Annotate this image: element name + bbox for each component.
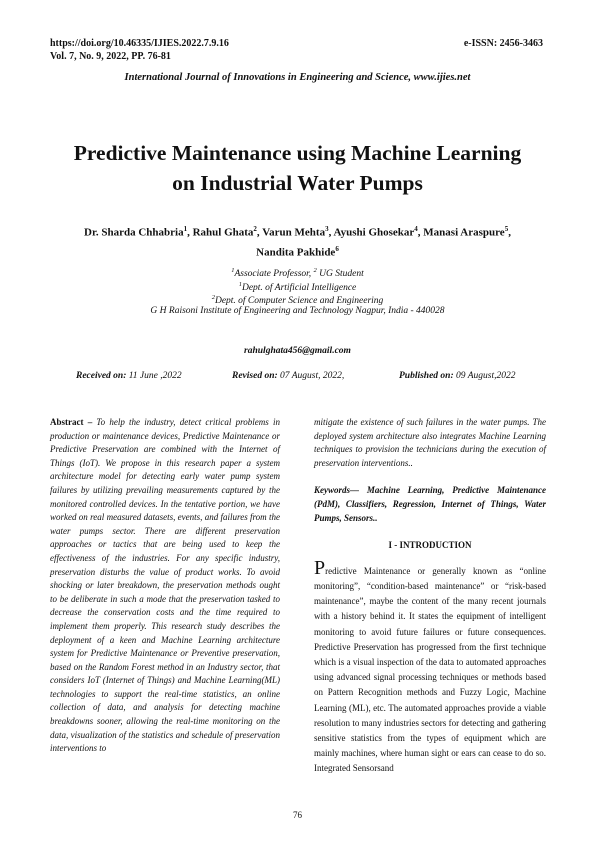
abstract-continued: mitigate the existence of such failures in the water pumps. The deployed system architecture also integrates Machine Learning techniques to provision the technicians during the execution of preservation interventions.. <box>314 417 546 468</box>
author-sup: 4 <box>414 225 418 233</box>
author-sup: 1 <box>183 225 188 233</box>
author: Dr. Sharda Chhabria <box>84 226 184 239</box>
aff-text: Dept. of Artificial Intelligence <box>241 283 357 294</box>
volume-info: Vol. 7, No. 9, 2022, PP. 76-81 <box>50 51 171 62</box>
author: Ayushi Ghosekar <box>333 226 415 239</box>
keywords-text: Machine Learning, Predictive Maintenance (PdM), Classifiers, Regression, Internet of Things, Water Pumps, Sensors.. <box>314 485 546 523</box>
title-line-2: on Industrial Water Pumps <box>172 171 423 195</box>
doi-link[interactable]: https://doi.org/10.46335/IJIES.2022.7.9.16 <box>50 38 229 49</box>
author-sup: 5 <box>504 225 509 233</box>
aff-sup: 1 <box>231 267 235 274</box>
published-label: Published on: <box>399 371 454 381</box>
author-list: Dr. Sharda Chhabria$^1$, Rahul Ghata$^2$, Varun Mehta$^3$, Ayushi Ghosekar$^4$, Manasi Araspure$^5$, Nandita Pakhide$^6$ <box>84 225 511 259</box>
aff-sup: 2 <box>211 294 215 301</box>
journal-name: International Journal of Innovations in Engineering and Science, www.ijies.net <box>124 72 471 83</box>
received-date <box>76 371 182 381</box>
introduction-text: redictive Maintenance or generally known as “online monitoring”, “condition-based maintenance” or “risk-based maintenance”, maybe the content of the many recent journals with a history behind it. It states the equipment of intelligent monitoring to avoid future failures or future consequences. Predictive Preservation has progressed from the first technique which is a visual inspection of the data to automated approaches using advanced signal processing techniques or methods based on Pattern Recognition methods and Fuzzy Logic, Machine Learning (ML), etc. The automated approaches provide a viable resolution to many industries sectors for detecting and gathering sensitive statistics from the types of equipment which are mainly machines, where human sight or ears can cease to do so. Integrated Sensorsand <box>314 565 546 774</box>
issn: e-ISSN: 2456-3463 <box>463 38 543 49</box>
paper-title <box>40 138 555 198</box>
keywords-label: Keywords— <box>314 485 359 496</box>
author: Rahul Ghata <box>192 226 254 239</box>
title-line-1: Predictive Maintenance using Machine Learning <box>73 141 522 165</box>
author-sup: 6 <box>335 244 339 253</box>
keywords <box>314 484 546 525</box>
affiliation-institute: G H Raisoni Institute of Engineering and Technology Nagpur, India - 440028 <box>150 306 445 316</box>
left-column <box>50 416 280 756</box>
right-column <box>314 416 546 777</box>
aff-sup: 1 <box>238 281 242 288</box>
introduction-paragraph <box>314 556 546 777</box>
aff-text: Associate Professor, <box>234 269 314 280</box>
revised-label: Revised on: <box>232 371 278 381</box>
aff-sup: 2 <box>313 267 317 274</box>
revised-value: 07 August, 2022, <box>277 371 345 381</box>
abstract-text: To help the industry, detect critical problems in production or maintenance devices, Predictive Maintenance or Predictive Preservation are combined with the Internet of Things (IoT). We propose in this research paper a system architecture model for detecting early water pump system failures by utilizing prevailing measurements captured by the monitored controlled devices. In the tentative portion, we have worked on real measured datasets, events, and failures from the water pumps sector. There are different preservation approaches or tactics that are being used to keep the effectiveness of the industries. For any specific industry, preservation disturbs the value of product works. To avoid shocking or later breakdown, the preservation methods ought to be deliberate in such a mode that the preservation tasked to decrease the conservation costs and the time required to implement them properly. This research study describes the deployment of a keen and Machine Learning architecture system for Predictive Maintenance or Preventive preservation, based on the Random Forest method in an Industry sector, that considers IoT (Internet of Things) and Machine Learning(ML) technologies to support the real-time statistics, an online collection of data, and analysis for detecting machine breakdowns sooner, allowing the real-time monitoring on the data, visualization of the statistics and schedule of preservation interventions to <box>50 417 280 754</box>
received-value: 11 June ,2022 <box>126 371 182 381</box>
aff-text: UG Student <box>316 269 364 280</box>
aff-text: Dept. of Computer Science and Engineering <box>214 296 384 307</box>
published-date <box>399 371 515 381</box>
author: Manasi Araspure <box>423 226 505 239</box>
published-value: 09 August,2022 <box>453 371 516 381</box>
author: Varun Mehta <box>262 226 326 239</box>
author: Nandita Pakhide <box>256 246 336 259</box>
page-number: 76 <box>293 810 302 820</box>
abstract-label: Abstract – <box>50 417 93 427</box>
author-sup: 3 <box>325 225 329 233</box>
author-sup: 2 <box>253 225 257 233</box>
corresponding-email[interactable]: rahulghata456@gmail.com <box>244 346 351 356</box>
section-heading-introduction: I - INTRODUCTION <box>388 540 472 551</box>
drop-cap: P <box>314 556 326 579</box>
revised-date <box>232 371 344 381</box>
received-label: Received on: <box>76 371 127 381</box>
